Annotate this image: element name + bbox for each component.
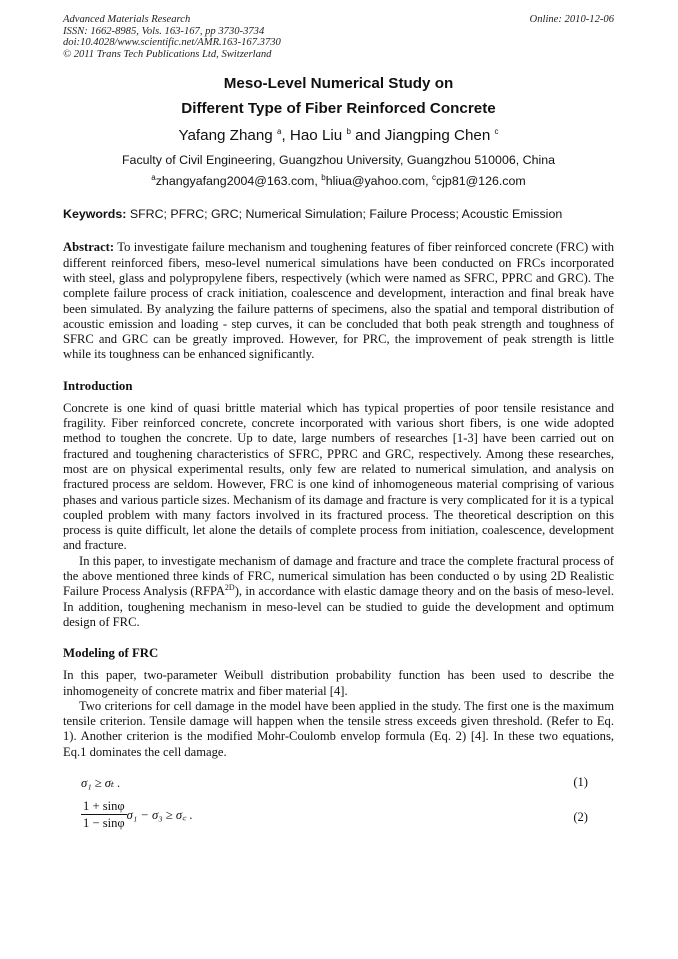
issn: ISSN: 1662-8985, Vols. 163-167, pp 3730-3734 [63, 25, 265, 37]
email-2-mark: b [321, 173, 326, 183]
modeling-paragraph-1: In this paper, two-parameter Weibull distribution probability function has been used to describe the inhomogeneity of concrete matrix and fiber material [4]. [63, 668, 614, 698]
modeling-paragraph-2: Two criterions for cell damage in the model have been applied in the study. The first one is the maximum tensile criterion. Tensile damage will happen when the tensile stress exceeds given threshold. (Refer to Eq. 1). Another criterion is the modified Mohr-Coulomb envelop formula (Eq. 2) [4]. In these two equations, Eq.1 dominates the cell damage. [63, 698, 614, 759]
email-list [63, 173, 614, 189]
paper-title [63, 72, 614, 121]
title-line-1: Meso-Level Numerical Study on [223, 75, 454, 93]
abstract [63, 240, 614, 362]
equation-1 [63, 772, 614, 794]
copyright: © 2011 Trans Tech Publications Ltd, Switzerland [63, 48, 272, 60]
intro-paragraph-1: Concrete is one kind of quasi brittle material which has typical properties of poor tensile resistance and fragility. Fiber reinforced concrete, concrete incorporated with various short fibers, is one wide adopted method to toughen the concrete. Up to date, large numbers of researches [1-3] have been carried out on fractured and toughening characteristics of SFRC, PPRC and GRC, respectively. Among these researches, most are on physical experimental results, only few are related to numerical simulation, and analysis on fractured process are seldom. However, FRC is one kind of inhomogeneous material comprising of various phases and various particle sizes. Mechanism of its damage and fracture is very complicated for it is a typical coupled problem with many factors involved in its fractured process. The theoretical description on this process is quite difficult, let alone the details of complete process from initiation, coalescence, development and fracture. [63, 400, 614, 553]
email-3[interactable]: cjp81@126.com [435, 174, 526, 189]
equation-2-numerator: 1 + sinφ [83, 798, 125, 813]
rfpa-superscript: 2D [224, 583, 235, 593]
author-1-mark: a [276, 127, 282, 137]
author-1: Yafang Zhang [178, 127, 273, 145]
keywords-label: Keywords: [63, 207, 127, 222]
keywords [63, 206, 614, 222]
intro-p2-part1: In this paper, to investigate mechanism of damage and fracture and trace the complete fractural process of the above mentioned three kinds of FRC, numerical simulation has been conducted o by using 2D Realistic Failure Process Analysis (RFPA [63, 553, 614, 599]
email-2[interactable]: hliua@yahoo.com, [325, 174, 429, 189]
author-joiner: and [355, 127, 381, 145]
author-2-mark: b [346, 127, 351, 137]
equation-2-number: (2) [573, 809, 588, 824]
section-heading-modeling: Modeling of FRC [63, 646, 159, 661]
journal-header [63, 14, 614, 60]
paper-page [63, 14, 614, 838]
email-1-mark: a [151, 173, 156, 183]
doi: doi:10.4028/www.scientific.net/AMR.163-167.3730 [63, 37, 281, 49]
keywords-text: SFRC; PFRC; GRC; Numerical Simulation; Failure Process; Acoustic Emission [129, 207, 563, 222]
equation-2 [63, 798, 614, 838]
author-2: Hao Liu [289, 127, 343, 145]
journal-name: Advanced Materials Research [63, 14, 191, 25]
online-date: Online: 2010-12-06 [529, 14, 614, 25]
equation-2-denominator: 1 − sinφ [83, 815, 125, 830]
equation-2-expression [81, 798, 193, 831]
email-3-mark: c [431, 173, 436, 183]
section-heading-introduction: Introduction [63, 378, 133, 393]
author-3-mark: c [494, 127, 499, 137]
abstract-text: To investigate failure mechanism and toughening features of fiber reinforced concrete (FRC) with different reinforced fibers, meso-level numerical simulations have been conducted on FRCs incorporated with steel, glass and polypropylene fibers, respectively (which were named as SFRC, PPRC and GRC). The complete failure process of crack initiation, coalescence and development, interaction and final break have been simulated. By analyzing the failure patterns of specimens, also the spatial and temporal distribution of acoustic emission and loading - step curves, it can be concluded that both peak strength and toughness of SFRC and GRC can be greatly improved. However, for PRC, the improvement of peak strength is little while its toughness can be enhanced significantly. [63, 240, 614, 362]
equation-1-expression: σ₁ ≥ σₜ . [81, 775, 121, 790]
email-1[interactable]: zhangyafang2004@163.com, [155, 174, 318, 189]
intro-p2-part2: ), in accordance with elastic damage theory and on the basis of meso-level. In addition, toughening mechanism in meso-level can be studied to guide the development and optimum design of FRC. [63, 584, 614, 629]
abstract-label: Abstract: [63, 240, 115, 255]
affiliation: Faculty of Civil Engineering, Guangzhou University, Guangzhou 510006, China [121, 153, 555, 168]
equation-1-number: (1) [573, 774, 588, 789]
title-line-2: Different Type of Fiber Reinforced Concrete [181, 99, 496, 117]
equation-2-rest: σ₁ − σ₃ ≥ σ꜀ . [126, 807, 193, 822]
author-3: Jiangping Chen [384, 127, 491, 145]
equation-2-fraction [81, 798, 127, 831]
author-list: Yafang Zhang $^a$, Hao Liu $^b$ and Jiangping Chen $^c$ [178, 127, 499, 145]
intro-paragraph-2 [63, 554, 614, 630]
